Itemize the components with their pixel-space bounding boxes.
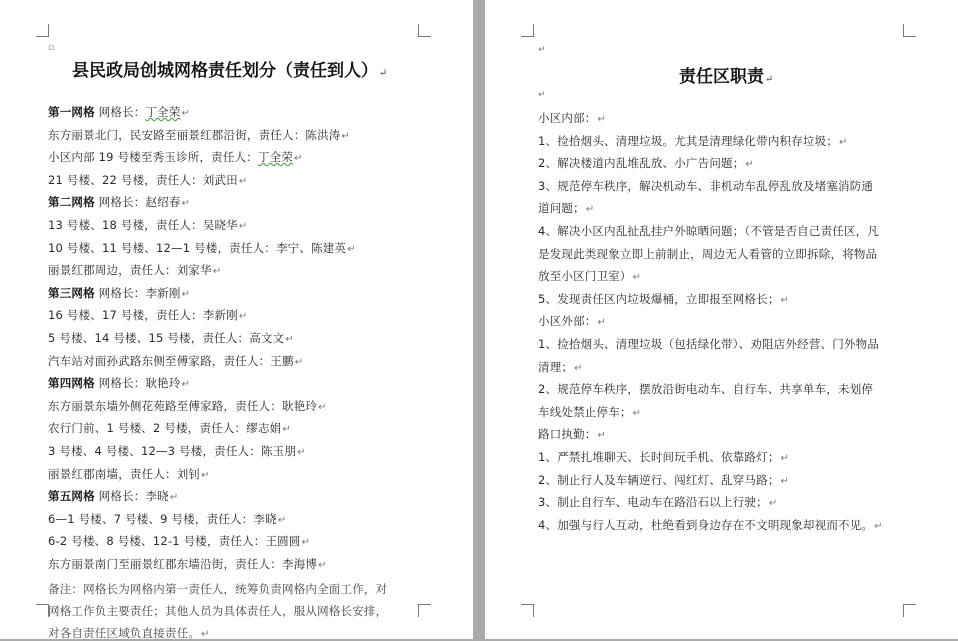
- paragraph-mark: ↵: [297, 447, 306, 458]
- duty-line: [538, 494, 777, 510]
- line-text: 放至小区门卫室）: [538, 269, 632, 284]
- line-text: 汽车站对面孙武路东侧至傅家路，责任人：王鹏: [48, 353, 294, 368]
- assignment-line: [48, 172, 247, 188]
- note-line: [48, 603, 387, 619]
- paragraph-mark: ↵: [301, 537, 311, 549]
- duty-line: [538, 178, 873, 194]
- duty-line: [538, 155, 754, 171]
- paragraph-mark: ↵: [597, 114, 607, 125]
- line-text: 丽景红郡周边，责任人：刘家华: [48, 263, 212, 278]
- line-text: 13 号楼、18 号楼，责任人：吴晓华: [48, 218, 238, 232]
- assignment-line: [48, 533, 310, 549]
- line-text: 东方丽景东墙外侧花苑路至傅家路，责任人：耿艳玲: [48, 398, 318, 413]
- paragraph-mark: ↵: [574, 362, 583, 374]
- duty-line: [538, 268, 641, 284]
- note-text: 对各自责任区域负直接责任。: [48, 625, 201, 640]
- line-text: 丽景红郡南墙，责任人：刘钊: [48, 466, 201, 481]
- paragraph-mark: ↵: [632, 272, 642, 284]
- paragraph-mark: ↵: [169, 492, 179, 504]
- paragraph-mark: ↵: [341, 130, 351, 142]
- line-text: 4、加强与行人互动，杜绝看到身边存在不文明现象却视而不见。: [538, 517, 874, 532]
- line-text: 道问题；: [538, 201, 585, 216]
- grid-heading-line: [48, 285, 190, 301]
- paragraph-mark: ↵: [201, 469, 210, 481]
- person-name: 丁全荣: [145, 105, 181, 119]
- line-text: 网格长：李晓: [94, 489, 169, 504]
- assignment-line: [48, 127, 350, 143]
- grid-label: 第三网格: [48, 285, 95, 300]
- line-text: 5、发现责任区内垃圾爆桶，立即报至网格长；: [538, 291, 780, 306]
- paragraph-mark: ↵: [201, 628, 210, 640]
- line-text: 21 号楼、22 号楼，责任人：刘武田: [48, 172, 238, 187]
- margin-corner-top-left: [36, 24, 49, 37]
- line-text: 东方丽景北门，民安路至丽景红郡沿街，责任人：陈洪涛: [48, 127, 341, 142]
- line-text: 10 号楼、11 号楼、12—1 号楼，责任人：李宁、陈建英: [48, 240, 347, 255]
- paragraph-mark: ↵: [780, 294, 790, 306]
- duty-line: [538, 359, 583, 375]
- paragraph-mark: ↵: [181, 379, 191, 391]
- paragraph-mark: ↵: [347, 243, 356, 255]
- duty-line: [538, 472, 789, 488]
- line-text: 网格长：耿艳玲: [94, 376, 181, 391]
- duty-line: [538, 449, 789, 465]
- line-text: 1、捡拾烟头、清理垃圾。尤其是清理绿化带内积存垃圾；: [538, 133, 839, 148]
- paragraph-mark: ↵: [294, 153, 303, 165]
- duty-line: [538, 110, 606, 126]
- assignment-line: [48, 240, 356, 256]
- duty-line: [538, 223, 879, 239]
- line-text: 16 号楼、17 号楼，责任人：李新刚: [48, 308, 238, 323]
- line-text: 2、解决楼道内乱堆乱放、小广告问题；: [538, 156, 745, 171]
- page-right[interactable]: [485, 0, 958, 639]
- assignment-line: [48, 556, 327, 572]
- line-text: 3 号楼、4 号楼、12—3 号楼，责任人：陈玉朋: [48, 444, 297, 458]
- note-text: 备注：网格长为网格内第一责任人，统筹负责网格内全面工作，对: [48, 581, 388, 596]
- assignment-line: [48, 511, 286, 527]
- grid-label: 第二网格: [48, 195, 95, 210]
- paragraph-mark: ↵: [597, 317, 607, 329]
- duty-line: [538, 404, 641, 420]
- duty-line: [538, 517, 883, 533]
- paragraph-mark: ↵: [212, 266, 222, 278]
- paragraph-mark: ↵: [768, 498, 778, 510]
- grid-heading-line: [48, 194, 190, 210]
- grid-label: 第五网格: [48, 489, 95, 504]
- paragraph-mark: ↵: [839, 136, 848, 148]
- paragraph-mark: ↵: [318, 560, 327, 571]
- paragraph-mark: ↵: [632, 407, 642, 419]
- line-text: 5 号楼、14 号楼、15 号楼，责任人：高文文: [48, 331, 285, 345]
- margin-corner-top-right: [418, 24, 431, 37]
- assignment-line: [48, 398, 327, 414]
- assignment-line: [48, 353, 303, 369]
- paragraph-mark: ↵: [238, 221, 248, 232]
- duty-line: [538, 313, 606, 329]
- line-text: 是发现此类现象立即上前制止，周边无人看管的立即拆除，将物品: [538, 246, 878, 261]
- paragraph-mark: ↵: [238, 311, 248, 323]
- line-text: 网格长：赵绍春: [94, 195, 181, 210]
- empty-paragraph-mark: ↵: [538, 90, 546, 100]
- assignment-line: [48, 217, 247, 233]
- line-text: 6-2 号楼、8 号楼、12-1 号楼，责任人：王圆圆: [48, 534, 301, 549]
- note-text: 网格工作负主要责任；其他人员为具体责任人，服从网格长安排，: [48, 603, 388, 618]
- grid-heading-line: [48, 488, 178, 504]
- empty-paragraph-mark: ▫: [48, 43, 55, 53]
- note-line: [48, 625, 210, 641]
- assignment-line: [48, 307, 247, 323]
- line-text: 小区内部 19 号楼至秀玉诊所，责任人：: [48, 150, 258, 165]
- paragraph-mark: ↵: [780, 453, 790, 464]
- paragraph-mark: ↵: [585, 204, 595, 216]
- empty-paragraph-mark: ↵: [538, 45, 546, 55]
- assignment-line: [48, 262, 221, 278]
- duty-line: [538, 246, 877, 262]
- line-text: 农行门前、1 号楼、2 号楼，责任人：缪志娟: [48, 421, 282, 436]
- paragraph-mark: ↵: [318, 401, 327, 413]
- paragraph-mark: ↵: [181, 108, 191, 119]
- duty-line: [538, 381, 873, 397]
- paragraph-mark: ↵: [780, 475, 790, 487]
- paragraph-mark: ↵: [597, 430, 607, 442]
- grid-heading-line: [48, 104, 190, 120]
- line-text: 1、严禁扎堆聊天、长时间玩手机、依靠路灯；: [538, 450, 780, 464]
- paragraph-mark: ↵: [282, 424, 291, 436]
- grid-heading-line: [48, 375, 190, 391]
- line-text: 6—1 号楼、7 号楼、9 号楼，责任人：李晓: [48, 511, 277, 526]
- page-title-left: 县民政局创城网格责任划分（责任到人）↵: [72, 61, 388, 81]
- assignment-line: [48, 466, 210, 482]
- line-text: 小区内部：: [538, 111, 597, 125]
- line-text: 1、捡拾烟头、清理垃圾（包括绿化带）、劝阻店外经营、门外物品: [538, 337, 880, 351]
- line-text: 4、解决小区内乱扯乱挂户外晾晒问题；（不管是否自己责任区，凡: [538, 224, 880, 238]
- duty-line: [538, 133, 848, 149]
- line-text: 东方丽景南门至丽景红郡东墙沿街，责任人：李海博: [48, 557, 318, 571]
- paragraph-mark: ↵: [181, 198, 191, 210]
- line-text: 车线处禁止停车；: [538, 404, 632, 419]
- duty-line: [538, 200, 594, 216]
- line-text: 网格长：: [94, 105, 146, 119]
- paragraph-mark: ↵: [181, 288, 191, 300]
- paragraph-mark: ↵: [238, 175, 248, 187]
- paragraph-mark: ↵: [874, 520, 883, 532]
- grid-label: 第一网格: [48, 105, 95, 119]
- page-gutter: [473, 0, 485, 639]
- line-text: 2、规范停车秩序，摆放沿街电动车、自行车、共享单车，未划停: [538, 382, 874, 397]
- line-text: 3、规范停车秩序，解决机动车、非机动车乱停乱放及堵塞消防通: [538, 178, 874, 193]
- person-name: 丁全荣: [257, 150, 294, 165]
- line-text: 小区外部：: [538, 314, 597, 329]
- assignment-line: [48, 443, 306, 459]
- assignment-line: [48, 149, 303, 165]
- assignment-line: [48, 330, 294, 346]
- margin-corner-bottom-right: [418, 604, 431, 617]
- paragraph-mark: ↵: [285, 334, 294, 345]
- margin-corner-top-right: [903, 24, 916, 37]
- duty-line: [538, 336, 879, 352]
- line-text: 网格长：李新刚: [94, 285, 181, 300]
- line-text: 路口执勤：: [538, 427, 597, 442]
- paragraph-mark: ↵: [277, 514, 287, 526]
- duty-line: [538, 291, 789, 307]
- margin-corner-top-left: [521, 24, 534, 37]
- note-line: [48, 581, 387, 597]
- line-text: 2、制止行人及车辆逆行、闯红灯、乱穿马路；: [538, 472, 780, 487]
- paragraph-mark: ↵: [294, 356, 304, 368]
- grid-label: 第四网格: [48, 376, 95, 391]
- duty-line: [538, 426, 606, 442]
- assignment-line: [48, 420, 291, 436]
- line-text: 清理；: [538, 359, 574, 374]
- margin-corner-bottom-left: [521, 604, 534, 617]
- line-text: 3、制止自行车、电动车在路沿石以上行驶；: [538, 495, 768, 510]
- paragraph-mark: ↵: [745, 159, 755, 171]
- margin-corner-bottom-right: [903, 604, 916, 617]
- page-title-right: 责任区职责↵: [679, 67, 774, 87]
- page-left[interactable]: [0, 0, 473, 639]
